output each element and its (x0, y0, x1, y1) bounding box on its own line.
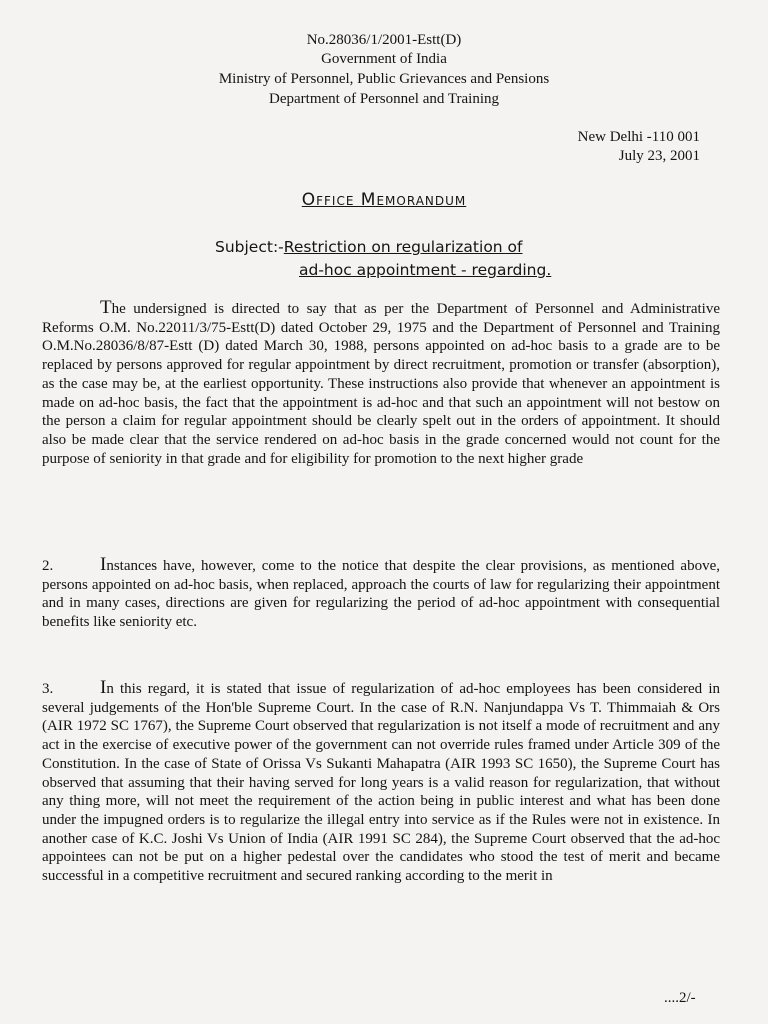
subject-label: Subject:- (215, 238, 284, 256)
paragraph-2 (42, 556, 720, 632)
paragraph-1 (42, 299, 720, 468)
paragraph-3-text: n this regard, it is stated that issue of regularization of ad-hoc employees has been considered in several judgements of the Hon'ble Supreme Court. In the case of R.N. Nanjundappa Vs T. Thimmaiah & Ors (AIR 1972 SC 1767), the Supreme Court observed that regularization is not itself a mode of recruitment and any act in the exercise of executive power of the government can not override rules framed under Article 309 of the Constitution. In the case of State of Orissa Vs Sukanti Mahapatra (AIR 1993 SC 1650), the Supreme Court has observed that assuming that their having served for long years is a valid reason for regularization, that without any thing more, will not meet the requirement of the action being in public interest and what has been done under the impugned orders is to regularize the illegal entry into service as if the Rules were not in existence. In another case of K.C. Joshi Vs Union of India (AIR 1991 SC 284), the Supreme Court observed that the ad-hoc appointees can not be put on a higher pedestal over the candidates who stood the test of merit and became successful in a competitive recruitment and secured ranking according to the merit in (42, 681, 720, 885)
paragraph-1-lead-letter: T (100, 297, 112, 318)
paragraph-2-lead-letter: I (100, 554, 107, 575)
place-line: New Delhi -110 001 (577, 129, 700, 145)
paragraph-2-number: 2. (42, 558, 54, 574)
department-line: Department of Personnel and Training (269, 91, 499, 107)
ministry-line: Ministry of Personnel, Public Grievances and Pensions (218, 71, 550, 87)
paragraph-3 (42, 679, 720, 886)
subject-line-1: Restriction on regularization of (283, 238, 523, 256)
paragraph-1-text: he undersigned is directed to say that as per the Department of Personnel and Administrative Reforms O.M. No.22011/3/75-Estt(D) dated October 29, 1975 and the Department of Personnel and Training O.M.No.28036/8/87-Estt (D) dated March 30, 1988, persons appointed on ad-hoc basis to a grade are to be replaced by persons approved for regular appointment by direct recruitment, promotion or transfer (absorption), as the case may be, at the earliest opportunity. These instructions also provide that whenever an appointment is made on ad-hoc basis, the fact that the appointment is ad-hoc and that such an appointment will not bestow on the person a claim for regular appointment should be clearly spelt out in the orders of appointment. It should also be made clear that the service rendered on ad-hoc basis in the grade concerned would not count for the purpose of seniority in that grade and for eligibility for promotion to the next higher grade (42, 301, 720, 467)
reference-number: No.28036/1/2001-Estt(D) (306, 32, 462, 48)
continuation-marker: ....2/- (664, 990, 696, 1006)
memo-title: Office Memorandum (301, 190, 467, 210)
subject-line-2: ad-hoc appointment - regarding. (299, 261, 552, 279)
paragraph-2-text: nstances have, however, come to the notice that despite the clear provisions, as mentioned above, persons appointed on ad-hoc basis, when replaced, approach the courts of law for regularizing their appointment and in many cases, directions are given for regularizing the period of ad-hoc appointment with consequential benefits like seniority etc. (42, 558, 720, 631)
date-line: July 23, 2001 (618, 148, 700, 164)
subject-block (215, 236, 551, 282)
paragraph-3-lead-letter: I (100, 677, 107, 698)
government-line: Government of India (321, 51, 447, 67)
paragraph-3-number: 3. (42, 681, 54, 697)
